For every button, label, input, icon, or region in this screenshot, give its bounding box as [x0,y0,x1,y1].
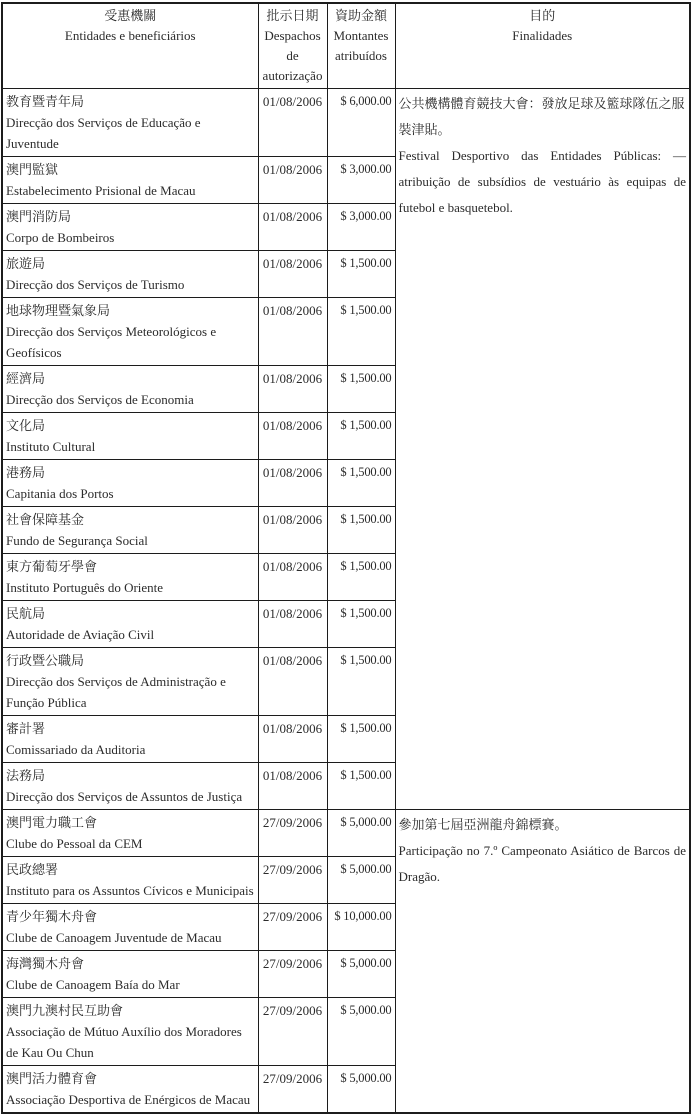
col-header-amount [327,3,395,89]
purpose-cell [395,89,690,810]
entity-name-pt: Clube de Canoagem Baía do Mar [6,977,180,992]
entity-cell [2,810,258,857]
purpose-cell [395,810,690,1114]
entity-name-pt: Estabelecimento Prisional de Macau [6,183,196,198]
entity-cell [2,1066,258,1114]
authorization-date-cell: 27/09/2006 [258,904,327,951]
entity-name-pt: Comissariado da Auditoria [6,742,146,757]
amount-cell: $ 1,500.00 [327,366,395,413]
col-header-entities-pt: Entidades e beneficiários [64,28,196,43]
purpose-pt: Festival Desportivo das Entidades Públicas: — atribuição de subsídios de vestuário às equipas de futebol e basquetebol. [398,148,686,215]
authorization-date-cell: 01/08/2006 [258,507,327,554]
entity-name-zh: 旅遊局 [6,256,46,271]
col-header-date-pt: Despachos de autorização [262,28,323,83]
entity-name-zh: 澳門監獄 [6,162,59,177]
entity-cell [2,857,258,904]
entity-name-zh: 海灣獨木舟會 [6,956,85,971]
entity-name-pt: Clube do Pessoal da CEM [6,836,143,851]
amount-cell: $ 1,500.00 [327,251,395,298]
authorization-date-cell: 27/09/2006 [258,998,327,1066]
entity-name-zh: 地球物理暨氣象局 [6,303,111,318]
entity-name-pt: Direcção dos Serviços de Turismo [6,277,185,292]
entity-name-pt: Instituto para os Assuntos Cívicos e Municipais [6,883,254,898]
col-header-amount-pt: Montantes atribuídos [333,28,389,63]
entity-cell [2,366,258,413]
authorization-date-cell: 01/08/2006 [258,554,327,601]
authorization-date-cell: 01/08/2006 [258,413,327,460]
entity-cell [2,157,258,204]
header-row [2,3,690,89]
entity-name-pt: Fundo de Segurança Social [6,533,148,548]
entity-cell [2,251,258,298]
authorization-date-cell: 27/09/2006 [258,1066,327,1114]
authorization-date-cell: 01/08/2006 [258,716,327,763]
entity-cell [2,554,258,601]
entity-name-zh: 澳門九澳村民互助會 [6,1003,124,1018]
entity-name-pt: Instituto Português do Oriente [6,580,164,595]
entity-cell [2,763,258,810]
amount-cell: $ 10,000.00 [327,904,395,951]
entity-name-pt: Direcção dos Serviços de Educação e Juventude [6,115,201,151]
entity-name-pt: Autoridade de Aviação Civil [6,627,155,642]
authorization-date-cell: 01/08/2006 [258,648,327,716]
amount-cell: $ 3,000.00 [327,204,395,251]
entity-name-zh: 青少年獨木舟會 [6,909,98,924]
entity-name-pt: Capitania dos Portos [6,486,114,501]
col-header-date-zh: 批示日期 [266,8,319,23]
table-row [2,89,690,157]
authorization-date-cell: 01/08/2006 [258,298,327,366]
entity-name-zh: 文化局 [6,418,46,433]
amount-cell: $ 3,000.00 [327,157,395,204]
amount-cell: $ 5,000.00 [327,1066,395,1114]
entity-cell [2,904,258,951]
entity-name-zh: 東方葡萄牙學會 [6,559,98,574]
amount-cell: $ 1,500.00 [327,413,395,460]
entity-name-zh: 澳門電力職工會 [6,815,98,830]
amount-cell: $ 5,000.00 [327,810,395,857]
entity-name-zh: 澳門活力體育會 [6,1071,98,1086]
entity-name-zh: 教育暨青年局 [6,94,85,109]
entity-name-zh: 民航局 [6,606,46,621]
entity-name-pt: Instituto Cultural [6,439,96,454]
entity-cell [2,998,258,1066]
purpose-pt: Participação no 7.º Campeonato Asiático de Barcos de Dragão. [398,843,686,884]
amount-cell: $ 1,500.00 [327,716,395,763]
col-header-amount-zh: 資助金額 [334,8,387,23]
subsidies-table [1,2,691,1114]
entity-name-zh: 民政總署 [6,862,59,877]
authorization-date-cell: 27/09/2006 [258,951,327,998]
col-header-entities [2,3,258,89]
col-header-purpose-pt: Finalidades [512,28,573,43]
entity-name-zh: 經濟局 [6,371,46,386]
entity-name-pt: Associação Desportiva de Enérgicos de Macau [6,1092,251,1107]
amount-cell: $ 5,000.00 [327,998,395,1066]
entity-cell [2,413,258,460]
amount-cell: $ 1,500.00 [327,601,395,648]
authorization-date-cell: 01/08/2006 [258,366,327,413]
col-header-entities-zh: 受惠機關 [104,8,157,23]
entity-name-pt: Direcção dos Serviços de Economia [6,392,194,407]
table-row [2,810,690,857]
amount-cell: $ 5,000.00 [327,857,395,904]
entity-name-zh: 審計署 [6,721,46,736]
entity-name-pt: Clube de Canoagem Juventude de Macau [6,930,222,945]
entity-cell [2,204,258,251]
entity-name-zh: 行政暨公職局 [6,653,85,668]
entity-name-zh: 港務局 [6,465,46,480]
amount-cell: $ 1,500.00 [327,648,395,716]
entity-cell [2,89,258,157]
col-header-purpose-zh: 目的 [529,8,556,23]
authorization-date-cell: 01/08/2006 [258,763,327,810]
authorization-date-cell: 01/08/2006 [258,204,327,251]
authorization-date-cell: 01/08/2006 [258,89,327,157]
col-header-date [258,3,327,89]
authorization-date-cell: 01/08/2006 [258,251,327,298]
entity-cell [2,716,258,763]
entity-name-zh: 社會保障基金 [6,512,85,527]
amount-cell: $ 6,000.00 [327,89,395,157]
authorization-date-cell: 01/08/2006 [258,601,327,648]
amount-cell: $ 1,500.00 [327,763,395,810]
amount-cell: $ 1,500.00 [327,554,395,601]
entity-cell [2,601,258,648]
purpose-zh: 參加第七屆亞洲龍舟錦標賽。 [398,817,568,832]
amount-cell: $ 1,500.00 [327,460,395,507]
entity-name-pt: Associação de Mútuo Auxílio dos Moradores de Kau Ou Chun [6,1024,242,1060]
purpose-zh: 公共機構體育競技大會：發放足球及籃球隊伍之服裝津貼。 [398,96,685,137]
entity-cell [2,298,258,366]
amount-cell: $ 5,000.00 [327,951,395,998]
entity-name-pt: Direcção dos Serviços Meteorológicos e Geofísicos [6,324,217,360]
entity-cell [2,951,258,998]
entity-cell [2,648,258,716]
entity-name-zh: 澳門消防局 [6,209,72,224]
entity-name-zh: 法務局 [6,768,46,783]
amount-cell: $ 1,500.00 [327,507,395,554]
entity-cell [2,507,258,554]
table-header [2,3,690,89]
amount-cell: $ 1,500.00 [327,298,395,366]
entity-cell [2,460,258,507]
authorization-date-cell: 01/08/2006 [258,460,327,507]
table-body [2,89,690,1114]
entity-name-pt: Direcção dos Serviços de Assuntos de Justiça [6,789,243,804]
authorization-date-cell: 27/09/2006 [258,857,327,904]
authorization-date-cell: 01/08/2006 [258,157,327,204]
col-header-purpose [395,3,690,89]
entity-name-pt: Corpo de Bombeiros [6,230,115,245]
entity-name-pt: Direcção dos Serviços de Administração e Função Pública [6,674,226,710]
authorization-date-cell: 27/09/2006 [258,810,327,857]
